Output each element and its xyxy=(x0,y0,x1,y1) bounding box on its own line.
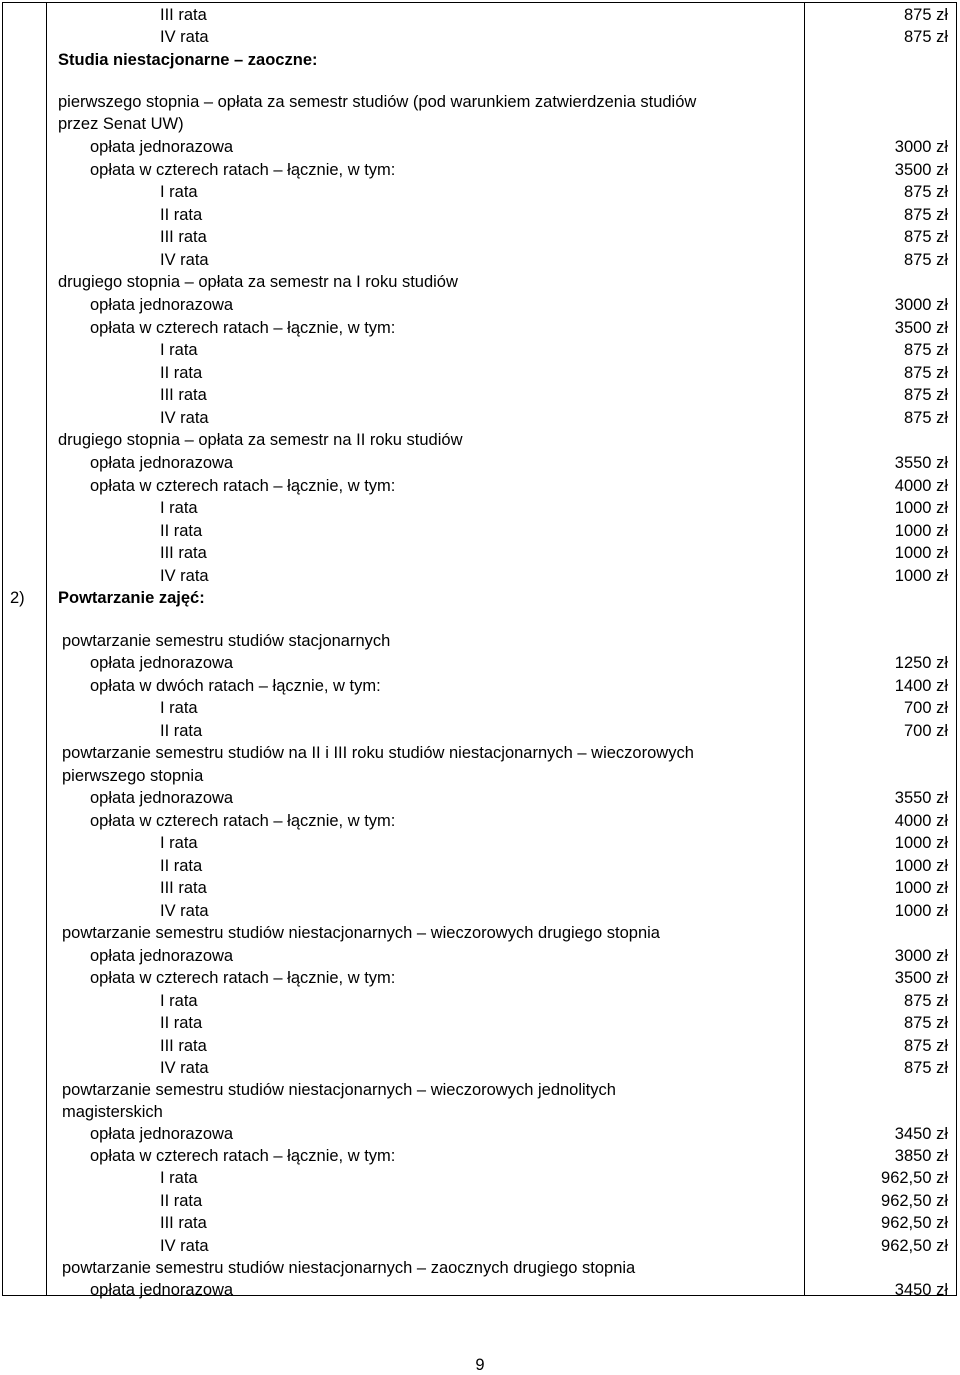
row-amount: 962,50 zł xyxy=(881,1214,948,1232)
row-label: III rata xyxy=(160,1214,207,1232)
row-amount: 700 zł xyxy=(903,699,948,717)
row-amount: 1000 zł xyxy=(894,544,948,562)
row-label: I rata xyxy=(160,992,198,1010)
row-amount: 3550 zł xyxy=(894,454,948,472)
row-label: IV rata xyxy=(160,409,209,427)
row-amount: 875 zł xyxy=(903,1059,948,1077)
row-label: III rata xyxy=(160,879,207,897)
row-amount: 4000 zł xyxy=(894,477,948,495)
row-amount: 3500 zł xyxy=(894,319,948,337)
row-amount: 1000 zł xyxy=(894,902,948,920)
row-label: IV rata xyxy=(160,251,209,269)
row-amount: 875 zł xyxy=(903,251,948,269)
row-label: 2) xyxy=(10,589,25,607)
row-label: II rata xyxy=(160,857,203,875)
row-label: opłata jednorazowa xyxy=(90,454,234,472)
row-amount: 1000 zł xyxy=(894,567,948,585)
row-amount: 962,50 zł xyxy=(881,1237,948,1255)
row-amount: 875 zł xyxy=(903,183,948,201)
row-amount: 3550 zł xyxy=(894,789,948,807)
row-amount: 3450 zł xyxy=(894,1125,948,1143)
row-label: opłata jednorazowa xyxy=(90,296,234,314)
row-label: IV rata xyxy=(160,567,209,585)
row-label: I rata xyxy=(160,699,198,717)
row-label: III rata xyxy=(160,544,207,562)
row-label: II rata xyxy=(160,206,203,224)
row-amount: 3450 zł xyxy=(894,1281,948,1299)
row-label: III rata xyxy=(160,6,207,24)
row-amount: 3000 zł xyxy=(894,947,948,965)
row-amount: 1400 zł xyxy=(894,677,948,695)
row-amount: 1000 zł xyxy=(894,499,948,517)
row-amount: 3000 zł xyxy=(894,296,948,314)
row-label: opłata w czterech ratach – łącznie, w tym: xyxy=(90,812,396,830)
row-label: Studia niestacjonarne – zaoczne: xyxy=(58,51,318,69)
row-label: opłata jednorazowa xyxy=(90,654,234,672)
row-amount: 3500 zł xyxy=(894,969,948,987)
row-label: opłata w czterech ratach – łącznie, w tym: xyxy=(90,161,396,179)
row-label: opłata w czterech ratach – łącznie, w tym: xyxy=(90,969,396,987)
row-label: pierwszego stopnia – opłata za semestr studiów (pod warunkiem zatwierdzenia studiów xyxy=(58,93,697,111)
row-label: I rata xyxy=(160,499,198,517)
row-label: opłata w dwóch ratach – łącznie, w tym: xyxy=(90,677,381,695)
row-amount: 1250 zł xyxy=(894,654,948,672)
row-label: przez Senat UW) xyxy=(58,115,184,133)
row-label: opłata jednorazowa xyxy=(90,947,234,965)
row-label: opłata w czterech ratach – łącznie, w tym: xyxy=(90,477,396,495)
row-amount: 875 zł xyxy=(903,386,948,404)
row-label: I rata xyxy=(160,183,198,201)
row-amount: 962,50 zł xyxy=(881,1192,948,1210)
row-label: IV rata xyxy=(160,28,209,46)
row-amount: 875 zł xyxy=(903,1037,948,1055)
row-label: I rata xyxy=(160,834,198,852)
row-label: opłata jednorazowa xyxy=(90,138,234,156)
row-amount: 875 zł xyxy=(903,1014,948,1032)
row-amount: 1000 zł xyxy=(894,834,948,852)
row-amount: 1000 zł xyxy=(894,522,948,540)
row-label: pierwszego stopnia xyxy=(62,767,204,785)
row-amount: 875 zł xyxy=(903,28,948,46)
row-amount: 875 zł xyxy=(903,341,948,359)
row-label: II rata xyxy=(160,364,203,382)
row-amount: 4000 zł xyxy=(894,812,948,830)
row-label: opłata jednorazowa xyxy=(90,789,234,807)
row-label: II rata xyxy=(160,1014,203,1032)
row-amount: 3500 zł xyxy=(894,161,948,179)
row-label: powtarzanie semestru studiów niestacjonarnych – zaocznych drugiego stopnia xyxy=(62,1259,636,1277)
row-label: II rata xyxy=(160,522,203,540)
row-amount: 875 zł xyxy=(903,409,948,427)
row-label: magisterskich xyxy=(62,1103,163,1121)
row-amount: 875 zł xyxy=(903,6,948,24)
row-label: opłata w czterech ratach – łącznie, w tym: xyxy=(90,1147,396,1165)
row-label: IV rata xyxy=(160,1059,209,1077)
row-label: powtarzanie semestru studiów niestacjonarnych – wieczorowych jednolitych xyxy=(62,1081,616,1099)
row-label: I rata xyxy=(160,341,198,359)
row-amount: 700 zł xyxy=(903,722,948,740)
row-label: opłata jednorazowa xyxy=(90,1125,234,1143)
column-divider-right xyxy=(804,3,805,1295)
row-amount: 962,50 zł xyxy=(881,1169,948,1187)
row-amount: 875 zł xyxy=(903,228,948,246)
page-number: 9 xyxy=(475,1356,485,1374)
row-amount: 1000 zł xyxy=(894,879,948,897)
row-label: powtarzanie semestru studiów niestacjonarnych – wieczorowych drugiego stopnia xyxy=(62,924,660,942)
row-label: I rata xyxy=(160,1169,198,1187)
row-amount: 875 zł xyxy=(903,992,948,1010)
row-label: III rata xyxy=(160,1037,207,1055)
row-label: powtarzanie semestru studiów stacjonarnych xyxy=(62,632,391,650)
row-amount: 1000 zł xyxy=(894,857,948,875)
row-label: Powtarzanie zajęć: xyxy=(58,589,205,607)
row-label: III rata xyxy=(160,228,207,246)
row-label: II rata xyxy=(160,722,203,740)
row-label: IV rata xyxy=(160,902,209,920)
row-label: IV rata xyxy=(160,1237,209,1255)
row-label: opłata jednorazowa xyxy=(90,1281,234,1299)
row-amount: 3000 zł xyxy=(894,138,948,156)
row-amount: 875 zł xyxy=(903,206,948,224)
row-label: drugiego stopnia – opłata za semestr na I roku studiów xyxy=(58,273,458,291)
row-amount: 875 zł xyxy=(903,364,948,382)
row-label: III rata xyxy=(160,386,207,404)
row-amount: 3850 zł xyxy=(894,1147,948,1165)
row-label: drugiego stopnia – opłata za semestr na II roku studiów xyxy=(58,431,463,449)
row-label: II rata xyxy=(160,1192,203,1210)
row-label: opłata w czterech ratach – łącznie, w tym: xyxy=(90,319,396,337)
row-label: powtarzanie semestru studiów na II i III roku studiów niestacjonarnych – wieczorowych xyxy=(62,744,694,762)
column-divider-left xyxy=(46,3,47,1295)
